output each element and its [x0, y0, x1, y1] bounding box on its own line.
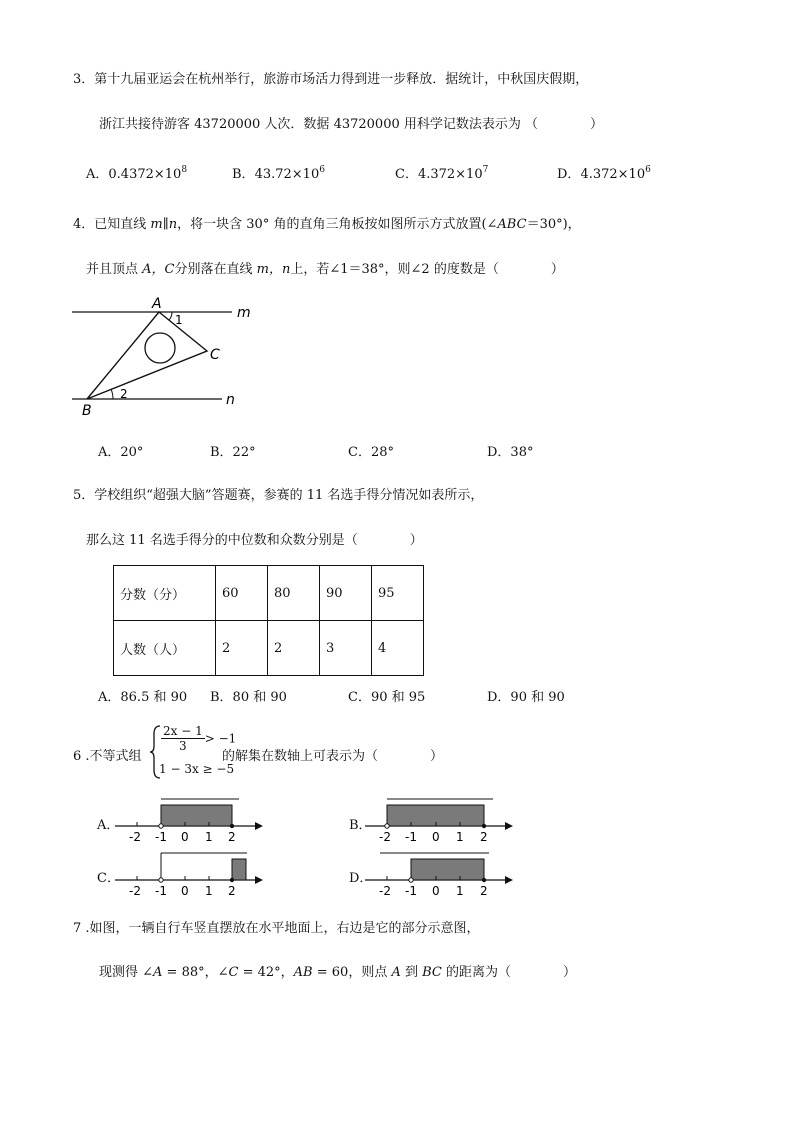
- q6-option-c: C．: [97, 871, 120, 886]
- table-cell: 人数（人）: [114, 621, 216, 676]
- svg-text:2: 2: [480, 830, 488, 844]
- svg-text:2: 2: [228, 884, 236, 898]
- table-cell: 4: [372, 621, 424, 676]
- svg-text:2: 2: [228, 830, 236, 844]
- q5-line1: 5．学校组织“超强大脑”答题赛，参赛的 11 名选手得分情况如表所示，: [73, 488, 484, 503]
- q4-line2: 并且顶点 A，C分别落在直线 m，n上，若∠1＝38°，则∠2 的度数是（ ）: [86, 262, 564, 277]
- svg-text:-2: -2: [129, 830, 141, 844]
- q4-option-b: B．22°: [210, 445, 256, 460]
- label-2: 2: [120, 387, 128, 401]
- number-line-c: [115, 849, 265, 899]
- q6-option-a: A．: [97, 818, 120, 833]
- q5-option-c: C．90 和 95: [348, 690, 426, 705]
- svg-text:-1: -1: [155, 884, 167, 898]
- q5-option-d: D．90 和 90: [487, 690, 565, 705]
- svg-text:1: 1: [456, 830, 464, 844]
- q6-suffix: 的解集在数轴上可表示为（ ）: [222, 749, 444, 764]
- q7-line2: 现测得 ∠A = 88°，∠C = 42°，AB = 60，则点 A 到 BC 的距离为（ ）: [99, 965, 577, 980]
- q5-line2: 那么这 11 名选手得分的中位数和众数分别是（ ）: [86, 533, 423, 548]
- q3-line1: 3．第十九届亚运会在杭州举行，旅游市场活力得到进一步释放．据统计，中秋国庆假期，: [73, 72, 589, 87]
- q4-option-d: D．38°: [487, 445, 534, 460]
- table-cell: 2: [216, 621, 268, 676]
- label-C: C: [210, 347, 220, 363]
- q5-option-a: A．86.5 和 90: [98, 690, 188, 705]
- svg-text:1: 1: [205, 830, 213, 844]
- svg-text:0: 0: [181, 830, 189, 844]
- svg-text:-2: -2: [379, 830, 391, 844]
- svg-text:1: 1: [456, 884, 464, 898]
- table-cell: 分数（分）: [114, 566, 216, 621]
- q6-ineq2: 1 − 3x ≥ −5: [159, 762, 235, 776]
- label-n: n: [226, 392, 235, 408]
- q7-line1: 7 .如图，一辆自行车竖直摆放在水平地面上，右边是它的部分示意图，: [73, 921, 480, 936]
- table-cell: 90: [320, 566, 372, 621]
- q3-line2: 浙江共接待游客 43720000 人次．数据 43720000 用科学记数法表示为 （ ）: [99, 117, 603, 132]
- q4-line1: 4．已知直线 m∥n，将一块含 30° 角的直角三角板按如图所示方式放置(∠ABC＝30°)，: [73, 217, 581, 232]
- svg-text:-1: -1: [155, 830, 167, 844]
- svg-text:2: 2: [480, 884, 488, 898]
- table-cell: 80: [268, 566, 320, 621]
- svg-text:1: 1: [205, 884, 213, 898]
- svg-text:0: 0: [432, 884, 440, 898]
- number-line-a: [115, 795, 265, 845]
- q6-option-d: D．: [349, 871, 373, 886]
- angle-2-arc: [111, 389, 113, 399]
- svg-text:0: 0: [181, 884, 189, 898]
- table-cell: 3: [320, 621, 372, 676]
- triangle-hole: [145, 333, 175, 363]
- q6-ineq1: $\frac{2x - 1}{3}$ > −1: [163, 724, 237, 753]
- svg-text:-1: -1: [405, 884, 417, 898]
- label-m: m: [237, 305, 251, 321]
- q6-option-b: B．: [349, 818, 372, 833]
- table-cell: 60: [216, 566, 268, 621]
- q3-option-c: C．$4.372\times 10^7$: [395, 165, 489, 182]
- label-1: 1: [175, 313, 183, 327]
- q3-option-a: A．$0.4372\times 10^8$: [86, 165, 188, 182]
- label-A: A: [152, 296, 162, 312]
- table-row: [114, 566, 424, 621]
- q4-option-c: C．28°: [348, 445, 394, 460]
- q5-option-b: B．80 和 90: [210, 690, 287, 705]
- q3-option-d: D．$4.372\times 10^6$: [557, 165, 651, 182]
- score-table: [113, 565, 424, 676]
- svg-text:0: 0: [432, 830, 440, 844]
- q4-triangle-figure: [60, 292, 280, 422]
- svg-text:-1: -1: [405, 830, 417, 844]
- table-cell: 2: [268, 621, 320, 676]
- table-cell: 95: [372, 566, 424, 621]
- svg-text:-2: -2: [379, 884, 391, 898]
- number-line-d: [365, 849, 515, 899]
- q6-prefix: 6 .不等式组: [73, 749, 142, 764]
- angle-1-arc: [169, 312, 172, 320]
- table-row: [114, 621, 424, 676]
- number-line-b: [365, 795, 515, 845]
- label-B: B: [82, 403, 92, 419]
- svg-text:-2: -2: [129, 884, 141, 898]
- q3-option-b: B．$43.72\times 10^6$: [232, 165, 325, 182]
- q4-option-a: A．20°: [98, 445, 144, 460]
